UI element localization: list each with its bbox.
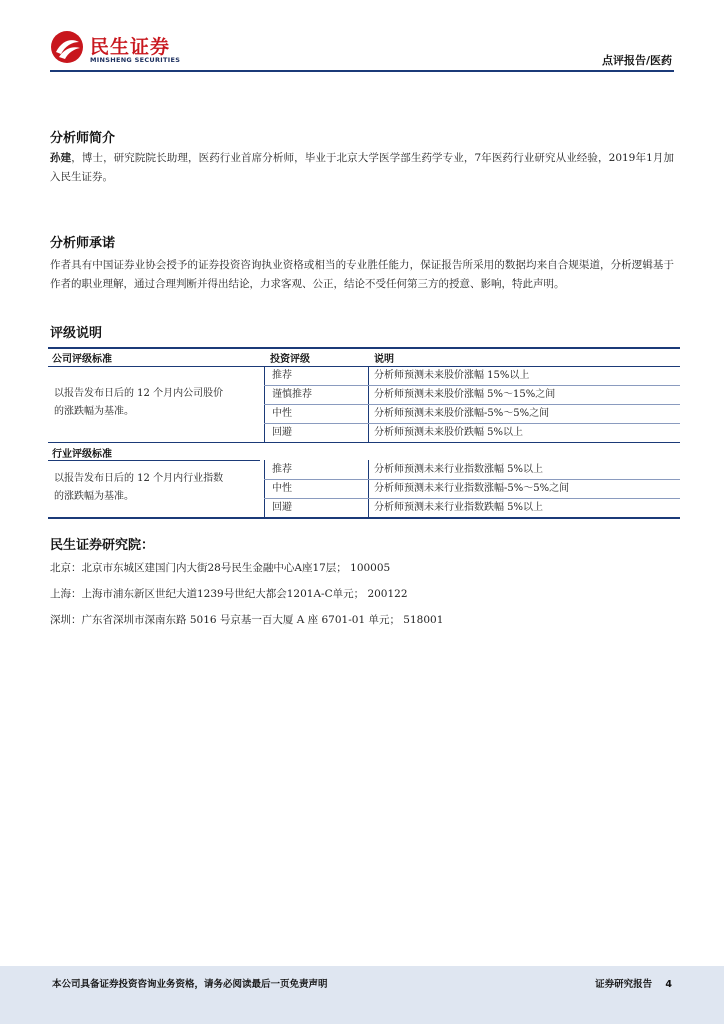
- commitment-text: 作者具有中国证券业协会授予的证券投资咨询执业资格或相当的专业胜任能力，保证报告所采用的数据均来自合规渠道，分析逻辑基于作者的职业理解，通过合理判断并得出结论，力求客观、公正，结论不受任何第三方的授意、影响，特此声明。: [50, 259, 674, 290]
- address-beijing: 北京：北京市东城区建国门内大街28号民生金融中心A座17层； 100005: [50, 562, 391, 574]
- footer-right: [595, 976, 672, 990]
- row-divider: [264, 498, 680, 499]
- page-header: [0, 0, 724, 72]
- header-industry-standard: 行业评级标准: [52, 449, 112, 460]
- analyst-bio: [50, 149, 674, 187]
- institute-title: 民生证券研究院：: [50, 538, 155, 553]
- industry-desc-avoid: 分析师预测未来行业指数跌幅 5%以上: [374, 502, 544, 513]
- page-number: 4: [665, 979, 672, 990]
- company-basis-line1: 以报告发布日后的 12 个月内公司股价: [54, 388, 224, 399]
- rating-table: [48, 347, 680, 517]
- industry-rating-neutral: 中性: [272, 483, 292, 494]
- address-shenzhen: 深圳：广东省深圳市深南东路 5016 号京基一百大厦 A 座 6701-01 单元； 518001: [50, 614, 444, 626]
- industry-basis-line2: 的涨跌幅为基准。: [54, 491, 134, 502]
- company-rating-neutral: 中性: [272, 408, 292, 419]
- company-desc-neutral: 分析师预测未来股价涨幅-5%～5%之间: [374, 408, 550, 419]
- logo-chinese-name: 民生证券: [90, 36, 171, 58]
- company-block-border: [48, 442, 680, 443]
- minsheng-logo-icon: [50, 30, 84, 64]
- row-divider: [264, 479, 680, 480]
- industry-header-border: [48, 460, 260, 461]
- company-rating-cautious: 谨慎推荐: [272, 389, 312, 400]
- industry-basis-line1: 以报告发布日后的 12 个月内行业指数: [54, 473, 224, 484]
- industry-desc-neutral: 分析师预测未来行业指数涨幅-5%～5%之间: [374, 483, 570, 494]
- company-basis-line2: 的涨跌幅为基准。: [54, 406, 134, 417]
- row-divider: [264, 404, 680, 405]
- page-footer: [0, 966, 724, 1024]
- commitment-title: 分析师承诺: [50, 236, 116, 251]
- industry-rating-recommend: 推荐: [272, 464, 292, 475]
- rating-title: 评级说明: [50, 326, 103, 341]
- analyst-intro-title: 分析师简介: [50, 131, 116, 146]
- analyst-bio-text: ，博士，研究院院长助理，医药行业首席分析师，毕业于北京大学医学部生药学专业，7年医药行业研究从业经验，2019年1月加入民生证券。: [50, 152, 674, 183]
- industry-col-divider-2: [368, 460, 369, 517]
- industry-col-divider: [264, 460, 265, 517]
- company-desc-avoid: 分析师预测未来股价跌幅 5%以上: [374, 427, 524, 438]
- company-logo: [50, 30, 190, 70]
- header-investment-rating: 投资评级: [270, 354, 310, 365]
- footer-report-label: 证券研究报告: [595, 979, 653, 990]
- footer-disclaimer: 本公司具备证券投资咨询业务资格，请务必阅读最后一页免责声明: [52, 979, 328, 990]
- table-bottom-border: [48, 517, 680, 519]
- company-rating-recommend: 推荐: [272, 370, 292, 381]
- table-top-border: [48, 347, 680, 349]
- industry-rating-avoid: 回避: [272, 502, 292, 513]
- logo-english-name: MINSHENG SECURITIES: [90, 56, 181, 64]
- row-divider: [264, 385, 680, 386]
- header-description: 说明: [374, 354, 394, 365]
- company-rating-avoid: 回避: [272, 427, 292, 438]
- industry-desc-recommend: 分析师预测未来行业指数涨幅 5%以上: [374, 464, 544, 475]
- row-divider: [264, 423, 680, 424]
- header-company-standard: 公司评级标准: [52, 354, 112, 365]
- address-shanghai: 上海：上海市浦东新区世纪大道1239号世纪大都会1201A-C单元； 200122: [50, 588, 408, 600]
- table-header-border: [48, 366, 680, 367]
- header-divider: [50, 70, 674, 72]
- analyst-name: 孙建: [50, 152, 72, 164]
- report-type-label: 点评报告/医药: [601, 54, 672, 67]
- company-desc-cautious: 分析师预测未来股价涨幅 5%～15%之间: [374, 389, 556, 400]
- company-desc-recommend: 分析师预测未来股价涨幅 15%以上: [374, 370, 530, 381]
